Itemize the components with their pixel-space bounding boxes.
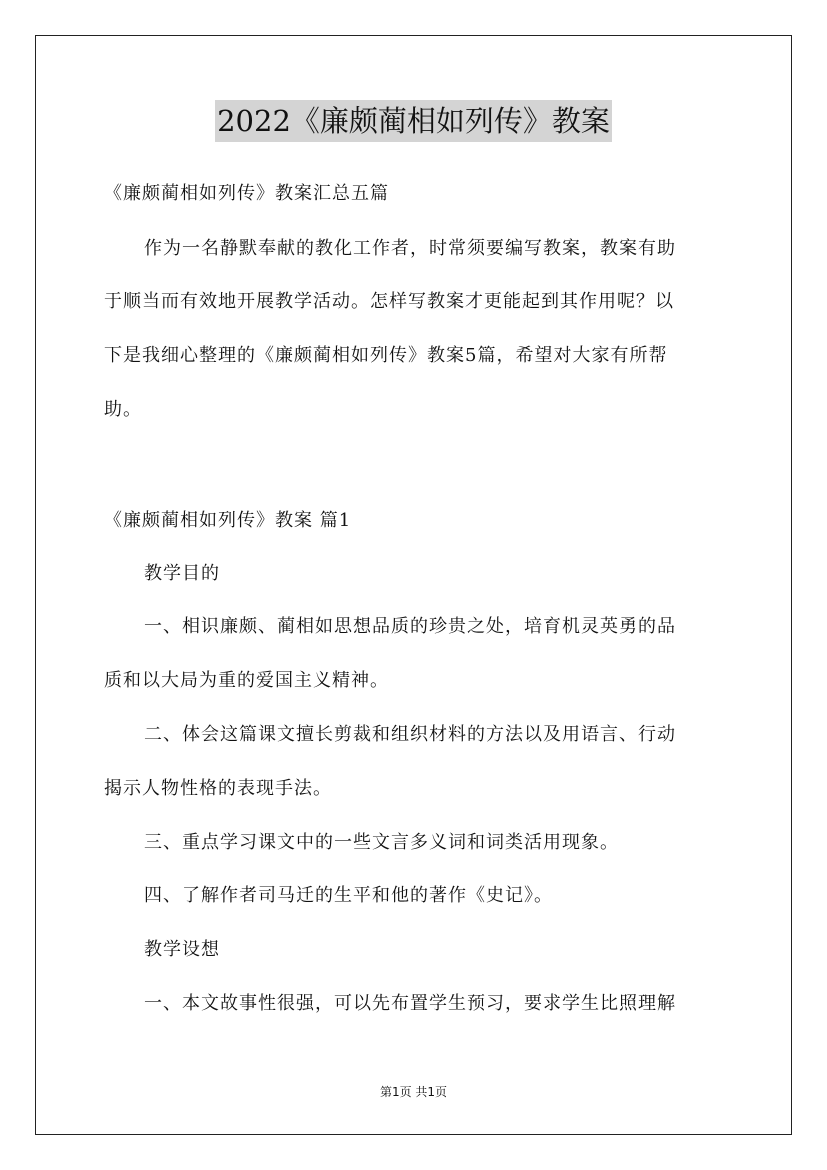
goal-line: 二、体会这篇课文擅长剪裁和组织材料的方法以及用语言、行动: [144, 724, 676, 745]
intro-line: 助。: [104, 399, 142, 420]
design-line: 一、本文故事性很强，可以先布置学生预习，要求学生比照理解: [144, 993, 676, 1014]
goal-line: 三、重点学习课文中的一些文言多义词和词类活用现象。: [144, 832, 619, 853]
goal-line: 一、相识廉颇、蔺相如思想品质的珍贵之处，培育机灵英勇的品: [144, 616, 676, 637]
intro-line: 于顺当而有效地开展教学活动。怎样写教案才更能起到其作用呢？以: [104, 291, 674, 312]
page-footer: 第1页 共1页: [379, 1085, 448, 1099]
document-subtitle: 《廉颇蔺相如列传》教案汇总五篇: [104, 183, 389, 204]
goal-line: 质和以大局为重的爱国主义精神。: [104, 670, 389, 691]
intro-line: 作为一名静默奉献的教化工作者，时常须要编写教案，教案有助: [144, 238, 676, 259]
goal-line: 揭示人物性格的表现手法。: [104, 778, 332, 799]
section-heading: 《廉颇蔺相如列传》教案 篇1: [104, 510, 352, 531]
document-title: 2022《廉颇蔺相如列传》教案: [215, 100, 612, 142]
design-heading: 教学设想: [144, 939, 220, 960]
title-container: [0, 100, 827, 142]
intro-line: 下是我细心整理的《廉颇蔺相如列传》教案5篇，希望对大家有所帮: [104, 345, 668, 366]
goal-line: 四、了解作者司马迁的生平和他的著作《史记》。: [144, 885, 553, 906]
goal-heading: 教学目的: [144, 563, 220, 584]
